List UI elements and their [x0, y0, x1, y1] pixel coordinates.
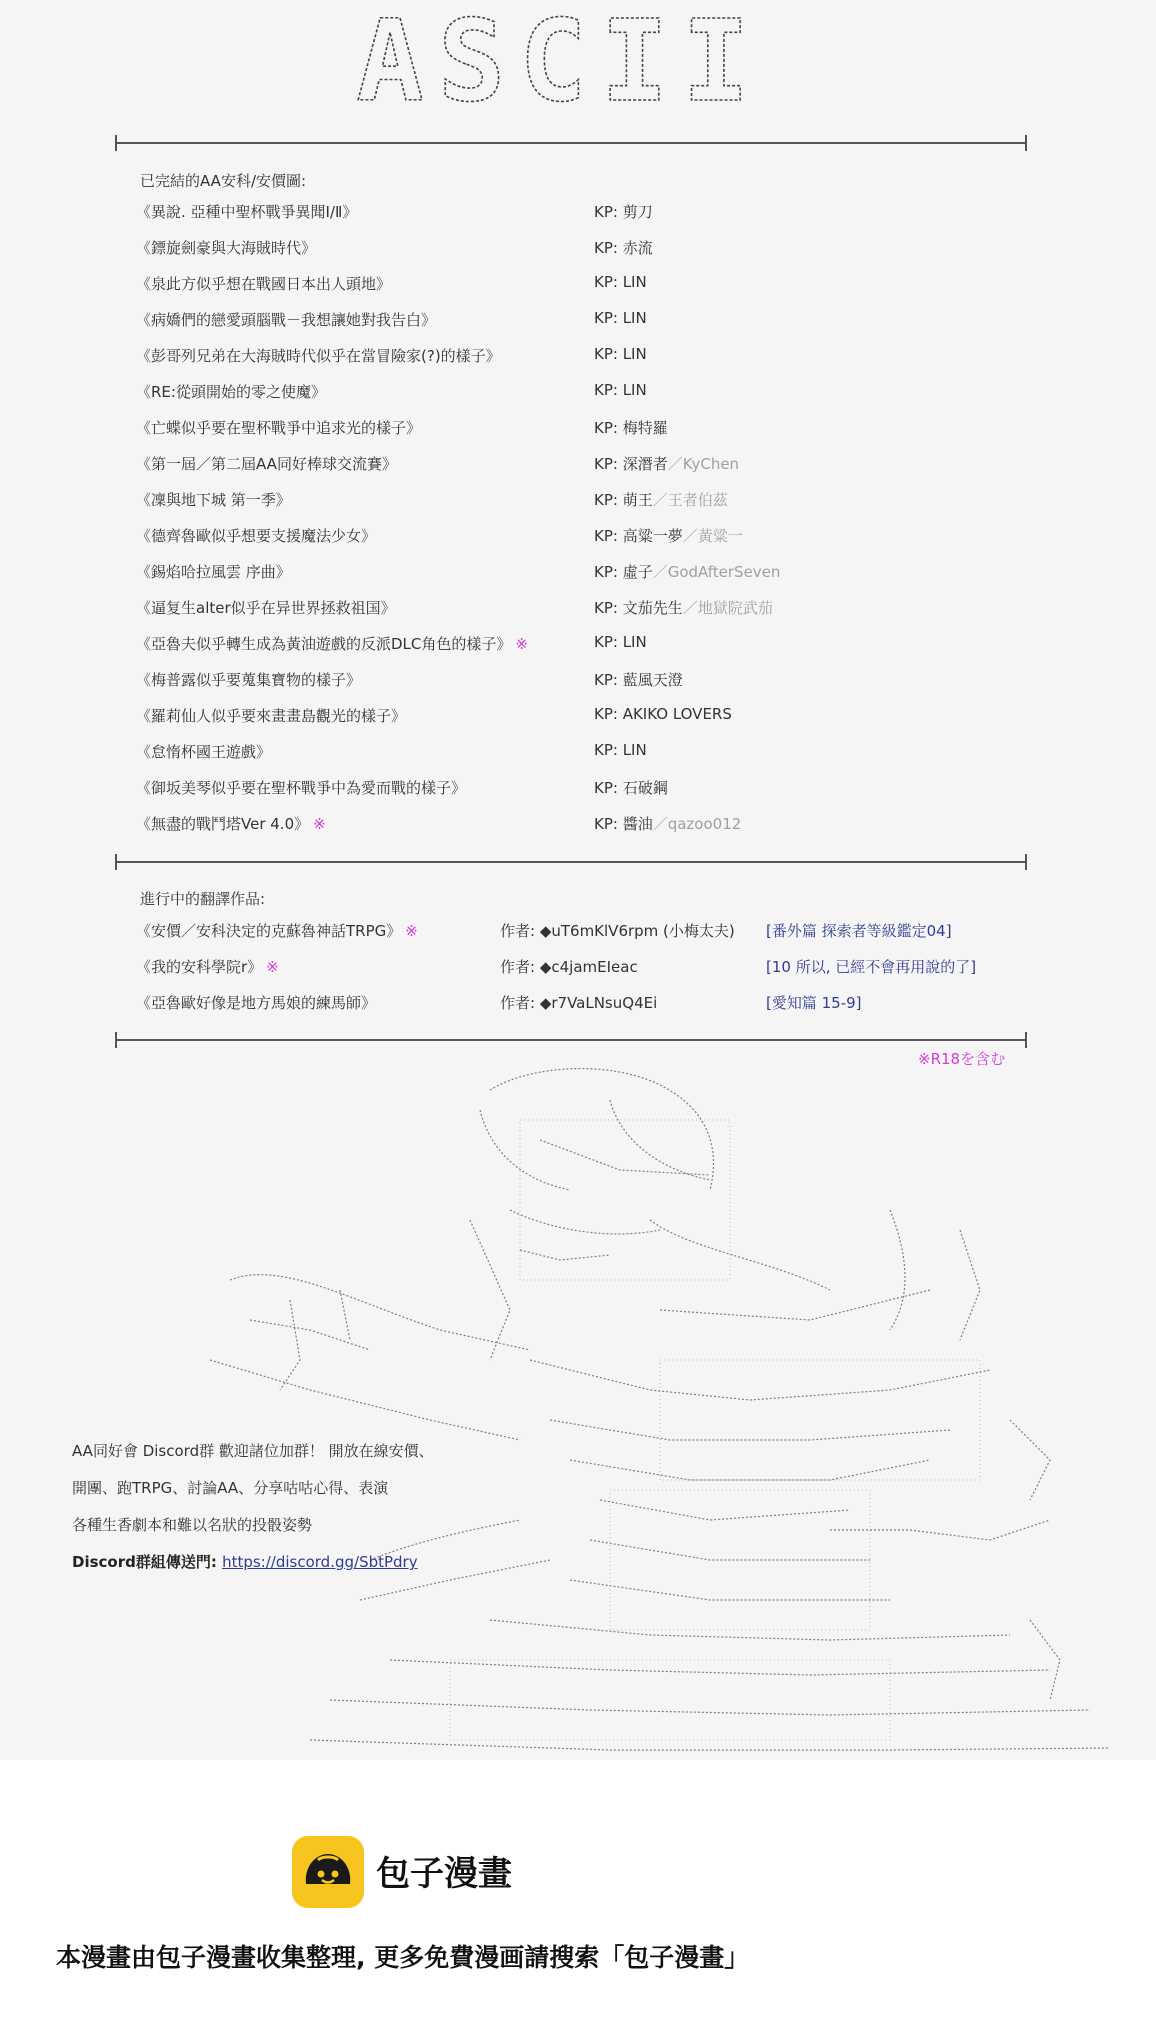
ongoing-list — [136, 918, 1016, 1026]
completed-item — [136, 487, 1016, 523]
discord-portal — [72, 1551, 472, 1588]
completed-title-text: 《梅普露似乎要蒐集寶物的樣子》 — [136, 671, 362, 689]
kp-alias: ／KyChen — [667, 455, 740, 473]
kp-name: KP: 藍風天澄 — [594, 671, 683, 689]
completed-title-text: 《異說. 亞種中聖杯戰爭異聞Ⅰ/Ⅱ》 — [136, 203, 358, 221]
completed-kp — [594, 273, 647, 291]
discord-portal-label: Discord群組傳送門: — [72, 1553, 223, 1571]
completed-title — [136, 201, 361, 222]
completed-title — [136, 705, 410, 726]
ongoing-title — [136, 956, 279, 977]
completed-item — [136, 523, 1016, 559]
completed-item — [136, 595, 1016, 631]
completed-kp — [594, 309, 647, 327]
discord-block — [72, 1440, 472, 1588]
completed-title — [136, 813, 326, 834]
completed-title — [136, 309, 440, 330]
completed-title-text: 《泉此方似乎想在戰國日本出人頭地》 — [136, 275, 392, 293]
r18-mark: ※ — [266, 958, 279, 976]
kp-alias: ／地獄院武茄 — [682, 599, 773, 617]
completed-kp — [594, 417, 668, 438]
r18-mark: ※ — [405, 922, 418, 940]
ascii-art-illustration — [190, 1060, 1120, 1760]
r18-note: ※R18を含む — [918, 1050, 1006, 1068]
completed-title-text: 《第一屆／第二屆AA同好棒球交流賽》 — [136, 455, 397, 473]
ongoing-chapter[interactable]: [10 所以, 已經不會再用說的了] — [766, 958, 977, 976]
completed-title — [136, 273, 395, 294]
kp-name: KP: LIN — [594, 345, 647, 363]
ongoing-chapter[interactable]: [番外篇 探索者等級鑑定04] — [766, 922, 952, 940]
completed-title — [136, 489, 295, 510]
discord-line: AA同好會 Discord群 歡迎諸位加群！ 開放在線安價、 — [72, 1442, 434, 1460]
ascii-logo — [330, 8, 790, 118]
kp-name: KP: 赤流 — [594, 239, 653, 257]
completed-kp — [594, 777, 668, 798]
completed-title — [136, 633, 528, 654]
completed-kp — [594, 489, 728, 510]
completed-title — [136, 525, 380, 546]
kp-name: KP: LIN — [594, 741, 647, 759]
footer-brand: 包子漫畫 — [376, 1854, 512, 1894]
ongoing-heading: 進行中的翻譯作品: — [140, 890, 266, 908]
kp-name: KP: LIN — [594, 309, 647, 327]
completed-title — [136, 741, 275, 762]
kp-name: KP: 文茄先生 — [594, 599, 683, 617]
ongoing-title-text: 《我的安科學院r》 — [136, 958, 263, 976]
completed-title — [136, 561, 295, 582]
completed-kp — [594, 705, 732, 723]
ongoing-title — [136, 992, 380, 1013]
completed-title-text: 《無盡的戰鬥塔Ver 4.0》 — [136, 815, 310, 833]
ongoing-item — [136, 918, 1016, 954]
completed-title-text: 《羅莉仙人似乎要來畫畫島觀光的樣子》 — [136, 707, 407, 725]
footer-text: 本漫畫由包子漫畫收集整理, 更多免費漫画請搜索「包子漫畫」 — [56, 1943, 750, 1972]
ongoing-author: 作者: ◆uT6mKlV6rpm (小梅太夫) — [500, 922, 735, 940]
completed-title — [136, 417, 425, 438]
completed-item — [136, 199, 1016, 235]
completed-heading: 已完結的AA安科/安價圖: — [140, 172, 307, 190]
ongoing-chapter[interactable]: [愛知篇 15-9] — [766, 994, 862, 1012]
discord-link[interactable]: https://discord.gg/SbtPdry — [222, 1553, 418, 1571]
kp-alias: ／黃粱一 — [682, 527, 743, 545]
kp-name: KP: 虛子 — [594, 563, 653, 581]
kp-alias: ／王者伯茲 — [652, 491, 728, 509]
logo-text: ASCII — [356, 8, 764, 118]
completed-item — [136, 631, 1016, 667]
completed-kp — [594, 669, 683, 690]
divider — [115, 142, 1027, 144]
baozi-logo-icon — [292, 1836, 364, 1908]
completed-item — [136, 775, 1016, 811]
completed-item — [136, 235, 1016, 271]
completed-item — [136, 379, 1016, 415]
completed-title-text: 《病嬌們的戀愛頭腦戰－我想讓她對我告白》 — [136, 311, 437, 329]
kp-name: KP: 高粱一夢 — [594, 527, 683, 545]
completed-item — [136, 811, 1016, 847]
completed-title — [136, 381, 330, 402]
kp-name: KP: 剪刀 — [594, 203, 653, 221]
completed-title-text: 《御坂美琴似乎要在聖杯戰爭中為愛而戰的樣子》 — [136, 779, 467, 797]
completed-item — [136, 667, 1016, 703]
completed-kp — [594, 525, 743, 546]
ongoing-title — [136, 920, 418, 941]
completed-item — [136, 703, 1016, 739]
ongoing-author: 作者: ◆r7VaLNsuQ4Ei — [500, 994, 658, 1012]
completed-title-text: 《凜與地下城 第一季》 — [136, 491, 291, 509]
completed-item — [136, 739, 1016, 775]
completed-title-text: 《亡蝶似乎要在聖杯戰爭中追求光的樣子》 — [136, 419, 422, 437]
completed-title-text: 《怠惰杯國王遊戲》 — [136, 743, 272, 761]
completed-title — [136, 777, 470, 798]
completed-kp — [594, 597, 773, 618]
completed-kp — [594, 633, 647, 651]
kp-name: KP: 石破鋼 — [594, 779, 668, 797]
r18-mark: ※ — [515, 635, 528, 653]
completed-title-text: 《亞魯夫似乎轉生成為黃油遊戲的反派DLC角色的樣子》 — [136, 635, 512, 653]
divider — [115, 861, 1027, 863]
completed-title — [136, 345, 505, 366]
kp-name: KP: LIN — [594, 633, 647, 651]
completed-kp — [594, 381, 647, 399]
completed-item — [136, 271, 1016, 307]
completed-item — [136, 451, 1016, 487]
ongoing-item — [136, 954, 1016, 990]
completed-item — [136, 559, 1016, 595]
r18-mark: ※ — [313, 815, 326, 833]
completed-title-text: 《德齊魯歐似乎想要支援魔法少女》 — [136, 527, 377, 545]
completed-item — [136, 415, 1016, 451]
completed-title-text: 《彭哥列兄弟在大海賊時代似乎在當冒險家(?)的樣子》 — [136, 347, 501, 365]
divider — [115, 1039, 1027, 1041]
completed-kp — [594, 453, 739, 474]
kp-name: KP: 萌王 — [594, 491, 653, 509]
kp-alias: ／GodAfterSeven — [652, 563, 781, 581]
completed-title-text: 《RE:從頭開始的零之使魔》 — [136, 383, 326, 401]
completed-title — [136, 597, 400, 618]
completed-title-text: 《鏢旋劍豪與大海賊時代》 — [136, 239, 317, 257]
kp-name: KP: LIN — [594, 381, 647, 399]
completed-title — [136, 669, 365, 690]
completed-list — [136, 199, 1016, 847]
discord-line: 各種生香劇本和難以名狀的投骰姿勢 — [72, 1516, 313, 1534]
kp-name: KP: 深潛者 — [594, 455, 668, 473]
kp-name: KP: AKIKO LOVERS — [594, 705, 732, 723]
completed-title — [136, 453, 401, 474]
completed-kp — [594, 561, 780, 582]
ongoing-title-text: 《亞魯歐好像是地方馬娘的練馬師》 — [136, 994, 377, 1012]
completed-title — [136, 237, 320, 258]
kp-alias: ／qazoo012 — [652, 815, 742, 833]
completed-kp — [594, 201, 653, 222]
completed-title-text: 《逼复生alter似乎在异世界拯救祖国》 — [136, 599, 396, 617]
completed-kp — [594, 741, 647, 759]
kp-name: KP: 醬油 — [594, 815, 653, 833]
completed-item — [136, 343, 1016, 379]
completed-item — [136, 307, 1016, 343]
ongoing-title-text: 《安價／安科決定的克蘇魯神話TRPG》 — [136, 922, 402, 940]
completed-title-text: 《錫焰哈拉風雲 序曲》 — [136, 563, 291, 581]
kp-name: KP: LIN — [594, 273, 647, 291]
kp-name: KP: 梅特羅 — [594, 419, 668, 437]
completed-kp — [594, 813, 741, 834]
ongoing-author: 作者: ◆c4jamEIeac — [500, 958, 638, 976]
completed-kp — [594, 237, 653, 258]
discord-line: 開團、跑TRPG、討論AA、分享咕咕心得、表演 — [72, 1479, 389, 1497]
completed-kp — [594, 345, 647, 363]
ongoing-item — [136, 990, 1016, 1026]
